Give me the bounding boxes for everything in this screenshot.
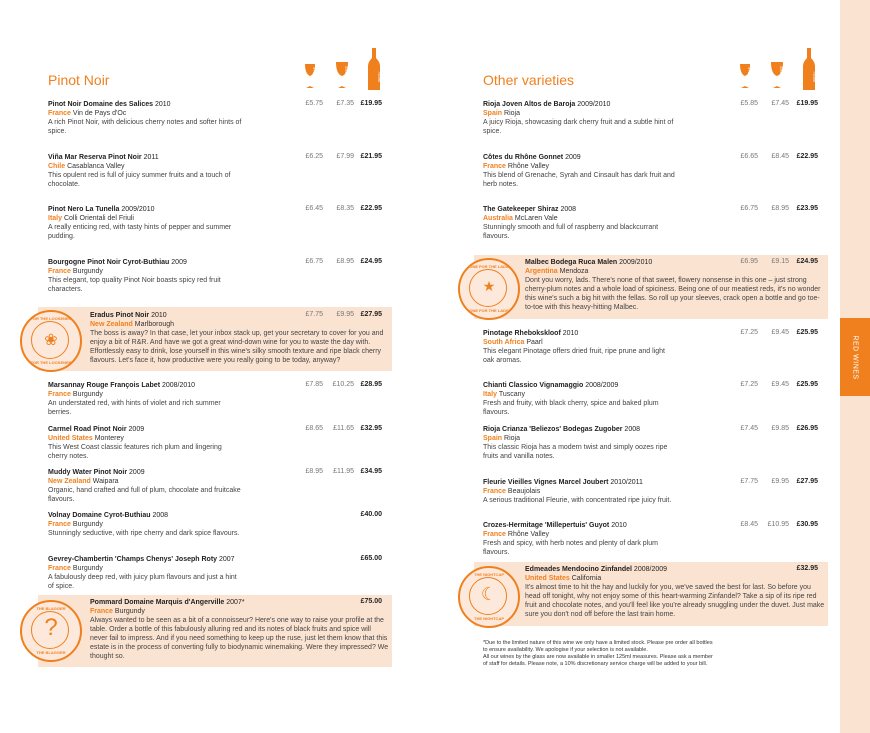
other-varieties-title: Other varieties <box>483 72 575 88</box>
wine-origin: United States Monterey <box>48 435 124 442</box>
wine-origin: Italy Tuscany <box>483 391 526 398</box>
svg-text:250ml: 250ml <box>779 66 784 77</box>
price-175ml: £7.25 <box>740 381 758 388</box>
wine-entry <box>483 205 678 241</box>
wine-description: A rich Pinot Noir, with delicious cherry notes and softer hints of spice. <box>48 119 242 135</box>
svg-text:750ml: 750ml <box>812 71 817 82</box>
price-175ml: £5.75 <box>305 100 323 107</box>
price-175ml: £7.75 <box>740 478 758 485</box>
price-175ml: £6.95 <box>740 258 758 265</box>
wine-entry <box>48 425 243 461</box>
wine-origin: New Zealand Marlborough <box>90 321 175 328</box>
wine-description: A juicy Rioja, showcasing dark cherry fruit and a subtle hint of spice. <box>483 119 674 135</box>
wine-origin: Argentina Mendoza <box>525 268 589 275</box>
wine-entry <box>48 511 243 538</box>
price-175ml: £6.25 <box>305 153 323 160</box>
wine-entry <box>483 153 678 189</box>
wine-entry <box>525 258 825 312</box>
wine-origin: France Burgundy <box>48 521 103 528</box>
blagger-badge: THE BLAGGER ? THE BLAGGER <box>20 600 82 662</box>
wine-origin: Chile Casablanca Valley <box>48 163 125 170</box>
price-175ml: £7.85 <box>305 381 323 388</box>
loosener-badge: FOR THE LOOSENER ❀ FOR THE LOOSENER <box>20 310 82 372</box>
price-175ml: £7.25 <box>740 329 758 336</box>
wine-origin: Spain Rioja <box>483 110 520 117</box>
price-175ml: £6.45 <box>305 205 323 212</box>
price-bottle: £23.95 <box>796 205 818 212</box>
ribbon-icon: ❀ <box>44 332 58 349</box>
price-250ml: £9.95 <box>771 478 789 485</box>
footnote-line: All our wines by the glass are now available in smaller 125ml measures. Please ask a member <box>483 654 713 660</box>
footnote-line: of staff for details. Please note, a 10% discretionary service charge will be added to your bill. <box>483 661 708 667</box>
price-250ml: £8.35 <box>336 205 354 212</box>
price-bottle: £32.95 <box>796 565 818 572</box>
price-175ml: £5.85 <box>740 100 758 107</box>
wine-description: This classic Rioja has a modern twist and simply oozes ripe fruits and vanilla notes. <box>483 444 668 460</box>
wine-origin: Australia McLaren Vale <box>483 215 558 222</box>
price-250ml: £10.95 <box>767 521 789 528</box>
price-175ml: £6.75 <box>740 205 758 212</box>
price-bottle: £27.95 <box>360 311 382 318</box>
footnote-line: to ensure availability. We apologise if your selection is not available. <box>483 647 648 653</box>
price-bottle: £75.00 <box>360 598 382 605</box>
price-bottle: £25.95 <box>796 381 818 388</box>
wine-name: Volnay Domaine Cyrot-Buthiau 2008 <box>48 512 169 519</box>
wine-description: Stunningly smooth and full of raspberry and blackcurrant flavours. <box>483 224 659 240</box>
price-250ml: £9.45 <box>771 381 789 388</box>
wine-origin: United States California <box>525 575 602 582</box>
wine-entry <box>525 565 825 619</box>
price-bottle: £22.95 <box>796 153 818 160</box>
wine-description: Always wanted to be seen as a bit of a connoisseur? Here's one way to raise your profile at the table. Order a bottle of this fabulously alluring red and its notes of black fruits and spice will never fail to impress. And if you need something to keep up the ruse, just let them know that this estate is in the process of converting fully to biodynamic winemaking. Were they impressed? We thought so. <box>90 617 389 660</box>
wine-name: Côtes du Rhône Gonnet 2009 <box>483 154 581 161</box>
wine-origin: France Beaujolais <box>483 488 541 495</box>
question-mark-icon: ? <box>44 614 58 641</box>
price-250ml: £7.99 <box>336 153 354 160</box>
wine-description: It's almost time to hit the hay and luckily for you, we've saved the best for last. So before you head off tonight, why not enjoy some of this heart-warming Zinfandel? Take a sip of its ripe red fruit and chocolate notes, and you'll feel like you're already snuggling under the duvet. Just make sure you don't nod off before the last train home. <box>525 584 825 618</box>
svg-text:750ml: 750ml <box>377 71 382 82</box>
price-bottle: £25.95 <box>796 329 818 336</box>
price-bottle: £24.95 <box>796 258 818 265</box>
wine-description: This opulent red is full of juicy summer fruits and a touch of chocolate. <box>48 172 231 188</box>
price-bottle: £24.95 <box>360 258 382 265</box>
wine-description: This elegant Pinotage offers dried fruit, ripe prune and light oak aromas. <box>483 348 665 364</box>
wine-description: The boss is away? In that case, let your inbox stack up, get your secretary to cover for you and enjoy a bit of R&R. And have we got a great wind-down wine for you to waste the day with. Effortlessly easy to drink, lose yourself in this wine's silky smooth texture and ripe black cherry flavours. Let's face it, how productive were you really going to be today, anyway? <box>90 330 384 364</box>
wine-origin: France Burgundy <box>48 268 103 275</box>
price-175ml: £8.95 <box>305 468 323 475</box>
wine-name: Pinot Noir Domaine des Salices 2010 <box>48 101 171 108</box>
wine-origin: France Burgundy <box>48 391 103 398</box>
wine-entry <box>48 468 243 504</box>
wine-origin: South Africa Paarl <box>483 339 543 346</box>
wine-origin: France Burgundy <box>90 608 145 615</box>
wine-name: Crozes-Hermitage 'Millepertuis' Guyot 2010 <box>483 522 627 529</box>
glass-large-icon <box>769 60 785 90</box>
wine-origin: France Vin de Pays d'Oc <box>48 110 127 117</box>
price-250ml: £7.35 <box>336 100 354 107</box>
price-250ml: £11.95 <box>333 468 354 475</box>
wine-entry <box>90 311 390 365</box>
bottle-icon <box>802 48 816 90</box>
wine-entry <box>483 329 678 365</box>
glass-large-icon <box>334 60 350 90</box>
wine-name: Gevrey-Chambertin 'Champs Chenys' Joseph Roty 2007 <box>48 556 235 563</box>
price-250ml: £7.45 <box>771 100 789 107</box>
wine-name: Marsannay Rouge François Labet 2008/2010 <box>48 382 196 389</box>
wine-entry <box>48 205 243 241</box>
glass-small-icon <box>303 62 317 90</box>
price-250ml: £8.45 <box>771 153 789 160</box>
wine-description: Fresh and fruity, with black cherry, spice and baked plum flavours. <box>483 400 659 416</box>
footnote-line: *Due to the limited nature of this wine we only have a limited stock. Please pre order all bottles <box>483 640 713 646</box>
wine-name: Viña Mar Reserva Pinot Noir 2011 <box>48 154 159 161</box>
wine-origin: Spain Rioja <box>483 435 520 442</box>
wine-entry <box>48 555 243 591</box>
price-250ml: £8.95 <box>771 205 789 212</box>
wine-description: Dont you worry, lads. There's none of that sweet, flowery nonsense in this one – just strong cherry-plum notes and a whole load of spiciness. Being one of our meatiest reds, it's no wonder this wine's such a big hit with the fellas. So roll up your sleeves, crack open a bottle and go toe-to-toe with this heavy-hitting Malbec. <box>525 277 821 311</box>
boxing-glove-icon: ★ <box>482 278 496 294</box>
wine-description: This blend of Grenache, Syrah and Cinsault has dark fruit and herb notes. <box>483 172 675 188</box>
price-250ml: £10.25 <box>332 381 354 388</box>
price-bottle: £22.95 <box>360 205 382 212</box>
footnote <box>483 640 783 668</box>
wine-entry <box>483 521 678 557</box>
wine-name: Rioja Crianza 'Beliezos' Bodegas Zugober 2008 <box>483 426 640 433</box>
wine-entry <box>48 153 243 189</box>
red-wines-tab-label: RED WINES <box>851 334 859 380</box>
price-bottle: £19.95 <box>360 100 382 107</box>
price-bottle: £28.95 <box>360 381 382 388</box>
wine-description: A fabulously deep red, with juicy plum flavours and just a hint of spice. <box>48 574 237 590</box>
wine-entry <box>48 258 243 294</box>
wine-entry <box>48 100 243 136</box>
lads-badge: ONE FOR THE LADS ★ ONE FOR THE LADS <box>458 258 520 320</box>
price-bottle: £21.95 <box>360 153 382 160</box>
wine-description: A serious traditional Fleurie, with concentrated ripe juicy fruit. <box>483 497 672 504</box>
price-250ml: £9.15 <box>771 258 789 265</box>
moon-icon: ☾ <box>480 584 498 604</box>
wine-name: Bourgogne Pinot Noir Cyrot-Buthiau 2009 <box>48 259 187 266</box>
wine-name: Fleurie Vieilles Vignes Marcel Joubert 2010/2011 <box>483 479 643 486</box>
price-bottle: £30.95 <box>796 521 818 528</box>
wine-entry <box>483 425 678 461</box>
wine-description: Fresh and spicy, with herb notes and plenty of dark plum flavours. <box>483 540 658 556</box>
price-175ml: £8.45 <box>740 521 758 528</box>
wine-name: Pinot Nero La Tunella 2009/2010 <box>48 206 155 213</box>
wine-entry <box>90 598 390 661</box>
wine-name: Muddy Water Pinot Noir 2009 <box>48 469 145 476</box>
price-bottle: £34.95 <box>360 468 382 475</box>
price-bottle: £40.00 <box>360 511 382 518</box>
price-175ml: £6.75 <box>305 258 323 265</box>
wine-name: Pinotage Rhebokskloof 2010 <box>483 330 579 337</box>
price-bottle: £27.95 <box>796 478 818 485</box>
svg-text:175ml: 175ml <box>747 67 752 78</box>
price-250ml: £8.95 <box>336 258 354 265</box>
glass-small-icon <box>738 62 752 90</box>
wine-name: Malbec Bodega Ruca Malen 2009/2010 <box>525 259 653 266</box>
bottle-icon <box>367 48 381 90</box>
svg-text:175ml: 175ml <box>312 67 317 78</box>
wine-entry <box>483 100 678 136</box>
wine-name: Rioja Joven Altos de Baroja 2009/2010 <box>483 101 611 108</box>
svg-text:250ml: 250ml <box>344 66 349 77</box>
price-bottle: £65.00 <box>360 555 382 562</box>
wine-name: Eradus Pinot Noir 2010 <box>90 312 167 319</box>
wine-entry <box>483 478 678 505</box>
pinot-noir-title: Pinot Noir <box>48 72 110 88</box>
wine-name: Edmeades Mendocino Zinfandel 2008/2009 <box>525 566 668 573</box>
wine-description: This elegant, top quality Pinot Noir boasts spicy red fruit characters. <box>48 277 221 293</box>
wine-name: Carmel Road Pinot Noir 2009 <box>48 426 145 433</box>
wine-description: Organic, hand crafted and full of plum, chocolate and fruitcake flavours. <box>48 487 241 503</box>
nightcap-badge: THE NIGHTCAP ☾ THE NIGHTCAP <box>458 566 520 628</box>
wine-description: Stunningly seductive, with ripe cherry and dark spice flavours. <box>48 530 240 537</box>
price-250ml: £9.95 <box>336 311 354 318</box>
wine-entry <box>483 381 678 417</box>
red-wines-tab[interactable] <box>840 318 870 396</box>
wine-name: Pommard Domaine Marquis d'Angerville 2007* <box>90 599 245 606</box>
price-175ml: £8.65 <box>305 425 323 432</box>
wine-origin: France Burgundy <box>48 565 103 572</box>
price-bottle: £32.95 <box>360 425 382 432</box>
wine-description: A really enticing red, with tasty hints of pepper and summer pudding. <box>48 224 232 240</box>
wine-description: An understated red, with hints of violet and rich summer berries. <box>48 400 221 416</box>
wine-name: Chianti Classico Vignamaggio 2008/2009 <box>483 382 619 389</box>
wine-name: The Gatekeeper Shiraz 2008 <box>483 206 577 213</box>
wine-description: This West Coast classic features rich plum and lingering cherry notes. <box>48 444 222 460</box>
price-250ml: £9.85 <box>771 425 789 432</box>
wine-origin: France Rhône Valley <box>483 531 550 538</box>
wine-origin: New Zealand Waipara <box>48 478 119 485</box>
wine-origin: Italy Colli Orientali del Friuli <box>48 215 134 222</box>
wine-origin: France Rhône Valley <box>483 163 550 170</box>
wine-entry <box>48 381 243 417</box>
price-250ml: £11.65 <box>333 425 354 432</box>
price-250ml: £9.45 <box>771 329 789 336</box>
price-bottle: £19.95 <box>796 100 818 107</box>
price-bottle: £26.95 <box>796 425 818 432</box>
price-175ml: £7.45 <box>740 425 758 432</box>
price-175ml: £7.75 <box>305 311 323 318</box>
price-175ml: £6.65 <box>740 153 758 160</box>
